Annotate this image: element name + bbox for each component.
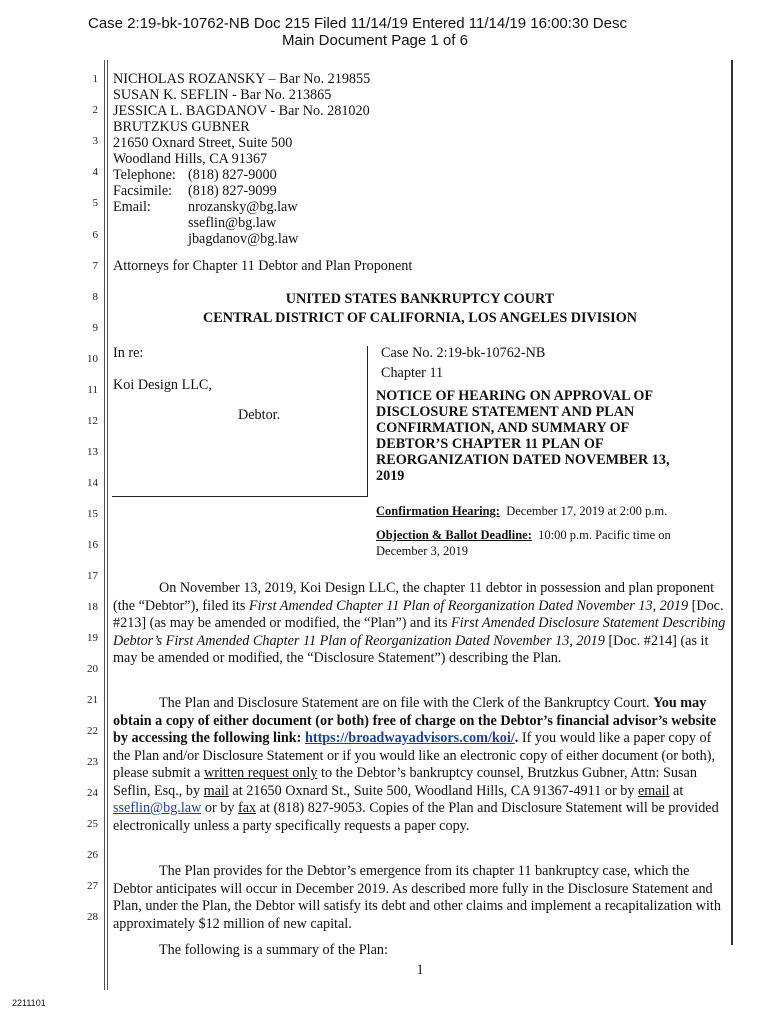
body-paragraph-4: The following is a summary of the Plan: [159, 942, 388, 958]
line-number: 6 [92, 229, 98, 241]
text-segment: The Plan and Disclosure Statement are on file with the Clerk of the Bankruptcy Court. [159, 695, 654, 711]
fax-label: Facsimile: [113, 183, 173, 199]
line-number: 16 [87, 539, 98, 551]
line-number: 28 [87, 911, 98, 923]
caption-debtor-name: Koi Design LLC, [113, 377, 212, 393]
text-segment: . [514, 730, 519, 746]
line-number: 15 [87, 508, 98, 520]
caption-debtor-label: Debtor. [238, 407, 281, 423]
notice-title [376, 388, 670, 484]
line-number: 26 [87, 849, 98, 861]
telephone-row [113, 167, 370, 183]
objection-deadline [376, 527, 671, 543]
text-segment: at (818) 827-9053. Copies of the Plan and Disclosure Statement will be provided electronically unless a party specifically requests a paper copy. [113, 800, 719, 834]
email-row [113, 199, 370, 215]
ecf-header-line2: Main Document Page 1 of 6 [282, 32, 468, 49]
text-segment: [Doc. #213] (as may be amended or modified, the “Plan”) and its [113, 597, 724, 631]
line-number: 20 [87, 663, 98, 675]
line-number: 14 [87, 477, 98, 489]
notice-title-line: CONFIRMATION, AND SUMMARY OF [376, 420, 630, 436]
court-division: CENTRAL DISTRICT OF CALIFORNIA, LOS ANGELES DIVISION [202, 310, 637, 326]
text-segment: at [669, 782, 684, 799]
text-segment: On November 13, 2019, Koi Design LLC, the chapter 11 debtor in possession and plan proponent (the “Debtor”), filed its [113, 580, 715, 614]
caption-in-re: In re: [113, 345, 144, 361]
text-segment: written request only [204, 765, 318, 781]
fax-row [113, 183, 370, 199]
line-number: 17 [87, 570, 98, 582]
line-number: 24 [87, 787, 98, 799]
line-number: 12 [87, 415, 98, 427]
text-segment: fax [237, 800, 257, 816]
email-value: nrozansky@bg.law [188, 199, 298, 215]
case-number: Case No. 2:19-bk-10762-NB [381, 345, 546, 361]
firm-name: BRUTZKUS GUBNER [113, 119, 250, 135]
line-number: 23 [87, 756, 98, 768]
email-label: Email: [113, 199, 151, 215]
line-number: 27 [87, 880, 98, 892]
objection-deadline-value: 10:00 p.m. Pacific time on [538, 528, 671, 542]
email-value: sseflin@bg.law [188, 215, 277, 231]
line-number: 13 [87, 446, 98, 458]
line-number: 11 [87, 384, 98, 396]
line-number: 10 [87, 353, 98, 365]
fax-value: (818) 827-9099 [188, 183, 277, 199]
firm-address-street: 21650 Oxnard Street, Suite 500 [113, 135, 293, 151]
text-segment: First Amended Chapter 11 Plan of Reorganization Dated November 13, 2019 [248, 597, 689, 614]
text-segment: The Plan provides for the Debtor’s emergence from its chapter 11 bankruptcy case, which the Debtor anticipates will occur in December 2019. As described more fully in the Disclosure Statement and Plan, under the Plan, the Debtor will satisfy its debt and other claims and implement a recapitalization with approximately $12 million of new capital. [113, 863, 721, 932]
body-paragraph-1 [113, 580, 726, 668]
line-number: 19 [87, 632, 98, 644]
line-number: 22 [87, 725, 98, 737]
line-number: 1 [92, 73, 98, 85]
notice-title-line: REORGANIZATION DATED NOVEMBER 13, [376, 452, 670, 468]
body-paragraph-2 [113, 695, 726, 835]
text-segment: to the Debtor’s bankruptcy counsel, Brutzkus Gubner, Attn: Susan Seflin, Esq., by [113, 765, 697, 799]
email-link[interactable]: sseflin@bg.law [113, 800, 202, 816]
objection-deadline-label: Objection & Ballot Deadline: [376, 528, 532, 542]
attorney-line: NICHOLAS ROZANSKY – Bar No. 219855 [113, 71, 371, 87]
objection-deadline-date: December 3, 2019 [376, 544, 468, 558]
court-name: UNITED STATES BANKRUPTCY COURT [285, 291, 555, 307]
ecf-header-line1: Case 2:19-bk-10762-NB Doc 215 Filed 11/14/19 Entered 11/14/19 16:00:30 Desc [88, 15, 627, 32]
line-number: 2 [92, 104, 98, 116]
chapter: Chapter 11 [381, 365, 444, 381]
confirmation-hearing-value: December 17, 2019 at 2:00 p.m. [506, 504, 668, 518]
attorney-role: Attorneys for Chapter 11 Debtor and Plan Proponent [113, 258, 413, 274]
text-segment: If you would like a paper copy of the Plan and/or Disclosure Statement or if you would like an electronic copy of either document (or both), please submit a [113, 730, 716, 781]
text-segment: [Doc. #214] (as it may be amended or modified, the “Disclosure Statement”) describing the Plan. [113, 632, 709, 666]
text-segment: mail [203, 782, 229, 799]
line-number: 5 [92, 197, 98, 209]
line-number: 9 [92, 322, 98, 334]
notice-title-line: DEBTOR’S CHAPTER 11 PLAN OF [376, 436, 604, 452]
caption-horizontal-divider [112, 496, 368, 497]
pleading-rule-right [731, 60, 733, 945]
caption-vertical-divider [367, 346, 368, 496]
text-segment: at 21650 Oxnard St., Suite 500, Woodland Hills, CA 91367-4911 or by [228, 782, 638, 799]
line-number: 18 [87, 601, 98, 613]
text-segment: or by [201, 800, 238, 816]
pleading-rule-left [104, 60, 105, 990]
line-number: 21 [87, 694, 98, 706]
telephone-value: (818) 827-9000 [188, 167, 277, 183]
pleading-rule-left-inner [107, 60, 108, 990]
body-paragraph-3 [113, 863, 726, 933]
confirmation-hearing [376, 503, 667, 519]
text-segment: email [637, 782, 670, 799]
notice-title-line: 2019 [376, 468, 405, 484]
line-number: 25 [87, 818, 98, 830]
website-link[interactable]: https://broadwayadvisors.com/koi/ [304, 730, 515, 746]
line-number: 8 [92, 291, 98, 303]
email-value: jbagdanov@bg.law [188, 231, 299, 247]
text-segment: You may obtain a copy of either document (or both) free of charge on the Debtor’s financial advisor’s website by accessing the following link: [113, 695, 717, 746]
text-segment: First Amended Disclosure Statement Describing Debtor’s First Amended Chapter 11 Plan of Reorganization Dated November 13, 2019 [113, 615, 726, 649]
attorney-block [113, 71, 370, 247]
firm-address-city: Woodland Hills, CA 91367 [113, 151, 268, 167]
attorney-line: JESSICA L. BAGDANOV - Bar No. 281020 [113, 103, 370, 119]
notice-title-line: DISCLOSURE STATEMENT AND PLAN [376, 404, 635, 420]
attorney-line: SUSAN K. SEFLIN - Bar No. 213865 [113, 87, 332, 103]
line-number: 3 [92, 135, 98, 147]
telephone-label: Telephone: [113, 167, 176, 183]
line-number: 7 [92, 260, 98, 272]
notice-title-line: NOTICE OF HEARING ON APPROVAL OF [376, 388, 654, 404]
confirmation-hearing-label: Confirmation Hearing: [376, 504, 500, 518]
page-number: 1 [416, 962, 424, 978]
line-number: 4 [92, 166, 98, 178]
document-id: 2211101 [12, 998, 46, 1008]
